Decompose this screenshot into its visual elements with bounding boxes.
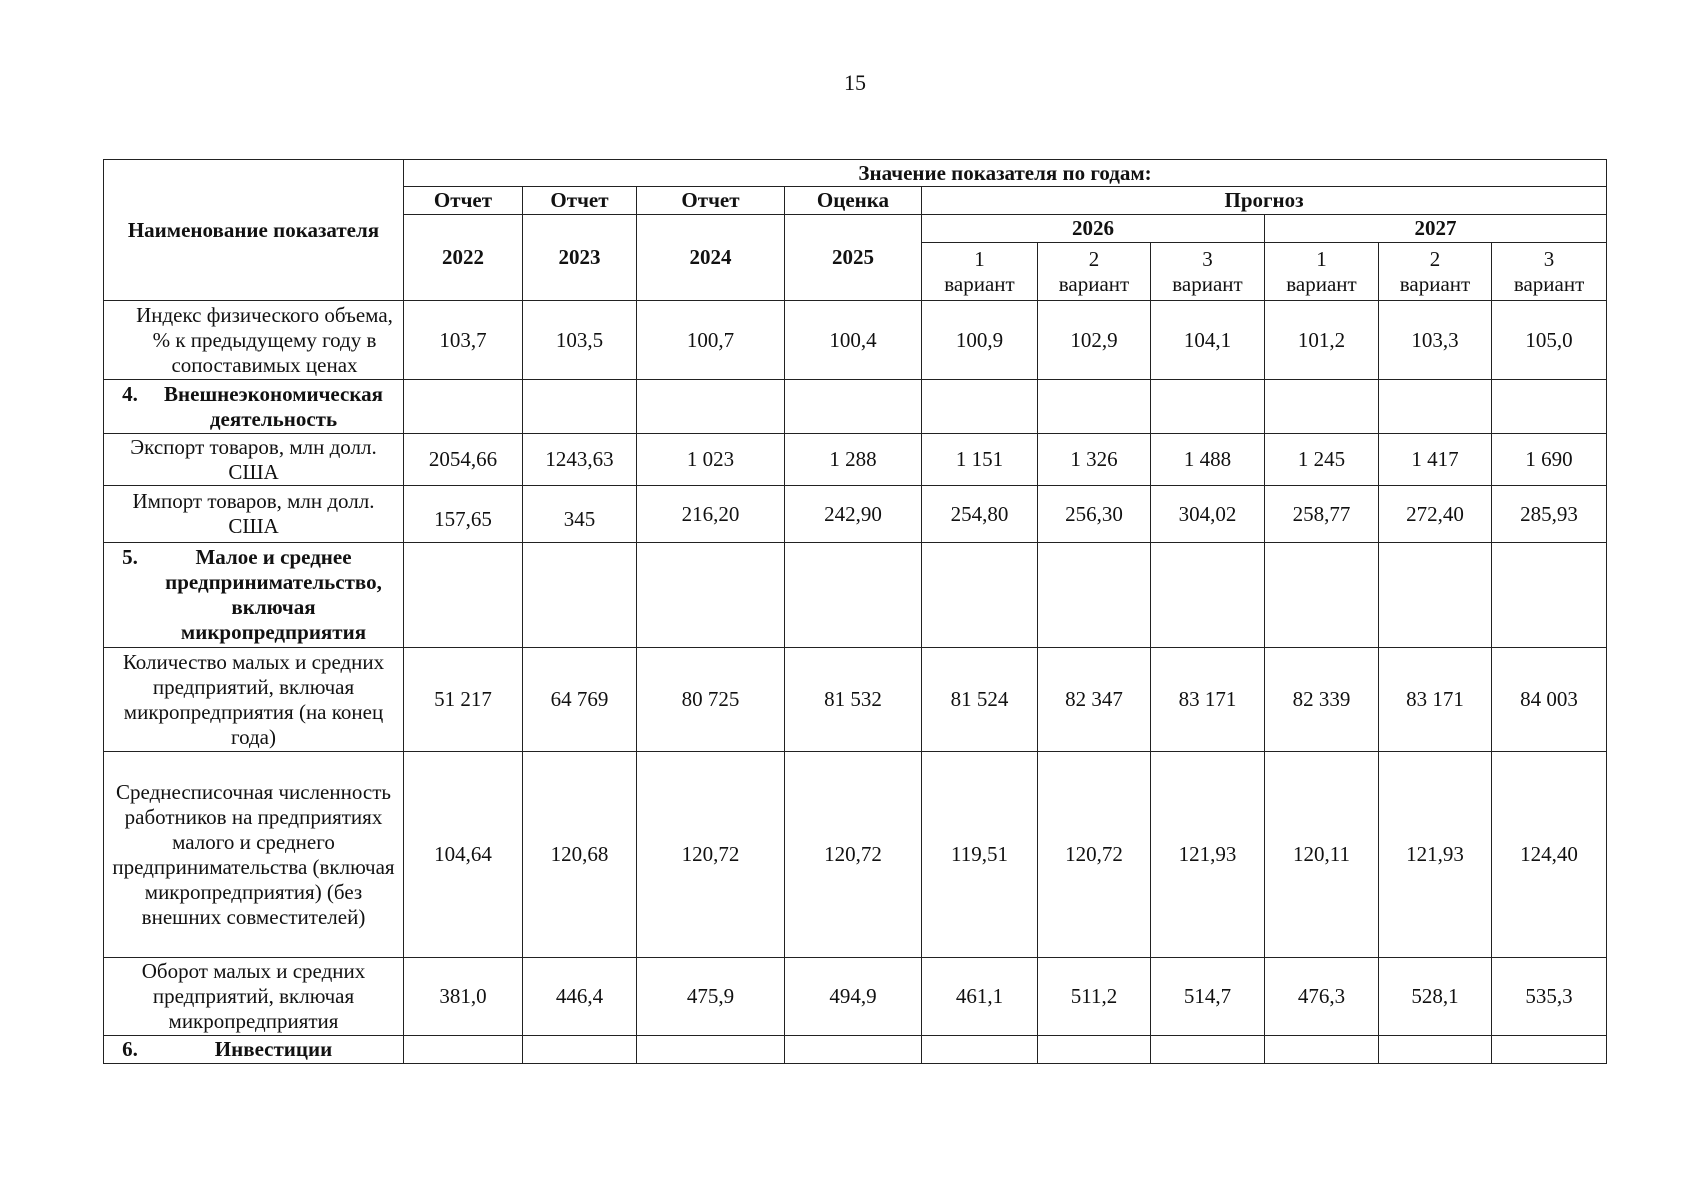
cell-value: 119,51: [922, 752, 1038, 958]
cell-value: 461,1: [922, 958, 1038, 1036]
cell-value: 1 245: [1265, 434, 1379, 486]
cell-value: 103,7: [404, 301, 523, 380]
cell-value: 120,72: [1038, 752, 1151, 958]
cell-value: 120,72: [637, 752, 785, 958]
cell-value: 82 347: [1038, 648, 1151, 752]
cell-value: 2054,66: [404, 434, 523, 486]
section-number: 5.: [122, 545, 138, 569]
cell-value: 80 725: [637, 648, 785, 752]
cell-value: 81 524: [922, 648, 1038, 752]
cell-value: 528,1: [1379, 958, 1492, 1036]
values-caption: Значение показателя по годам:: [404, 160, 1607, 187]
row-label: Количество малых и средних предприятий, включая микропредприятия (на конец года): [104, 648, 404, 752]
name-column-header: Наименование показателя: [104, 160, 404, 301]
estimate-label: Оценка: [785, 187, 922, 215]
cell-value: 105,0: [1492, 301, 1607, 380]
variant-header: 3 вариант: [1492, 243, 1607, 301]
forecast-label: Прогноз: [922, 187, 1607, 215]
year-2023: 2023: [523, 215, 637, 301]
cell-value: 254,80: [922, 486, 1038, 543]
cell-value: 101,2: [1265, 301, 1379, 380]
cell-value: 120,72: [785, 752, 922, 958]
table-row: [104, 486, 1607, 543]
cell-value: 100,4: [785, 301, 922, 380]
report-label-2022: Отчет: [404, 187, 523, 215]
year-2024: 2024: [637, 215, 785, 301]
cell-value: 494,9: [785, 958, 922, 1036]
cell-value: 121,93: [1379, 752, 1492, 958]
cell-value: 102,9: [1038, 301, 1151, 380]
cell-value: 1 151: [922, 434, 1038, 486]
cell-value: 100,9: [922, 301, 1038, 380]
cell-value: 272,40: [1379, 486, 1492, 543]
section-title: Малое и среднее предпринимательство, включая микропредприятия: [165, 545, 382, 644]
table-row: [104, 648, 1607, 752]
section-row: [104, 1036, 1607, 1064]
indicators-table: [103, 159, 1607, 1064]
cell-value: 1 326: [1038, 434, 1151, 486]
cell-value: 103,3: [1379, 301, 1492, 380]
cell-value: 121,93: [1151, 752, 1265, 958]
cell-value: 103,5: [523, 301, 637, 380]
cell-value: 446,4: [523, 958, 637, 1036]
variant-header: 1 вариант: [922, 243, 1038, 301]
row-label: Индекс физического объема, % к предыдущему году в сопоставимых ценах: [104, 301, 404, 380]
cell-value: 104,1: [1151, 301, 1265, 380]
cell-value: 124,40: [1492, 752, 1607, 958]
cell-value: 83 171: [1151, 648, 1265, 752]
cell-value: 1 023: [637, 434, 785, 486]
cell-value: 104,64: [404, 752, 523, 958]
cell-value: 242,90: [785, 486, 922, 543]
cell-value: 1 288: [785, 434, 922, 486]
cell-value: 535,3: [1492, 958, 1607, 1036]
table-row: [104, 301, 1607, 380]
table-row: [104, 434, 1607, 486]
table-row: [104, 958, 1607, 1036]
cell-value: 216,20: [637, 486, 785, 543]
cell-value: 1 417: [1379, 434, 1492, 486]
section-row: [104, 380, 1607, 434]
variant-header: 2 вариант: [1379, 243, 1492, 301]
cell-value: 82 339: [1265, 648, 1379, 752]
cell-value: 514,7: [1151, 958, 1265, 1036]
section-number: 6.: [122, 1037, 138, 1061]
cell-value: 345: [523, 486, 637, 543]
variant-header: 1 вариант: [1265, 243, 1379, 301]
cell-value: 381,0: [404, 958, 523, 1036]
forecast-year-2027: 2027: [1265, 215, 1607, 243]
row-label: Среднесписочная численность работников на предприятиях малого и среднего предпринимательства (включая микропредприятия) (без внешних совместителей): [104, 752, 404, 958]
cell-value: 256,30: [1038, 486, 1151, 543]
cell-value: 157,65: [404, 486, 523, 543]
cell-value: 100,7: [637, 301, 785, 380]
section-title: Внешнеэкономическая деятельность: [164, 381, 383, 431]
cell-value: 64 769: [523, 648, 637, 752]
cell-value: 1 488: [1151, 434, 1265, 486]
cell-value: 258,77: [1265, 486, 1379, 543]
cell-value: 476,3: [1265, 958, 1379, 1036]
section-heading: [104, 380, 404, 434]
report-label-2024: Отчет: [637, 187, 785, 215]
cell-value: 81 532: [785, 648, 922, 752]
row-label: Экспорт товаров, млн долл. США: [104, 434, 404, 486]
year-2022: 2022: [404, 215, 523, 301]
report-label-2023: Отчет: [523, 187, 637, 215]
row-label: Импорт товаров, млн долл. США: [104, 486, 404, 543]
cell-value: 120,11: [1265, 752, 1379, 958]
cell-value: 84 003: [1492, 648, 1607, 752]
cell-value: 83 171: [1379, 648, 1492, 752]
cell-value: 285,93: [1492, 486, 1607, 543]
forecast-year-2026: 2026: [922, 215, 1265, 243]
cell-value: 120,68: [523, 752, 637, 958]
table-row: [104, 752, 1607, 958]
variant-header: 3 вариант: [1151, 243, 1265, 301]
section-title: Инвестиции: [214, 1037, 333, 1061]
cell-value: 475,9: [637, 958, 785, 1036]
section-number: 4.: [122, 381, 138, 406]
cell-value: 1243,63: [523, 434, 637, 486]
section-row: [104, 543, 1607, 648]
section-heading: [104, 543, 404, 648]
cell-value: 1 690: [1492, 434, 1607, 486]
year-2025: 2025: [785, 215, 922, 301]
variant-header: 2 вариант: [1038, 243, 1151, 301]
section-heading: [104, 1036, 404, 1064]
cell-value: 304,02: [1151, 486, 1265, 543]
cell-value: 511,2: [1038, 958, 1151, 1036]
row-label: Оборот малых и средних предприятий, включая микропредприятия: [104, 958, 404, 1036]
cell-value: 51 217: [404, 648, 523, 752]
page-number: 15: [844, 70, 866, 95]
